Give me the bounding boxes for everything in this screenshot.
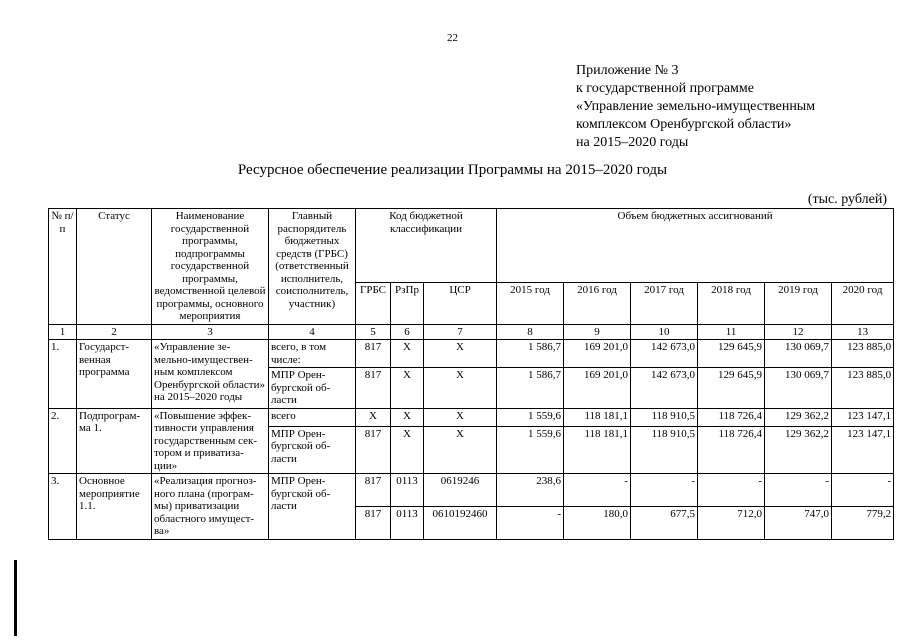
cell-value: 169 201,0 xyxy=(564,340,631,368)
column-index: 5 xyxy=(356,324,391,340)
row-name: «Повышение эффек-тивности управления государственным сек-тором и приватиза-ции» xyxy=(152,408,269,474)
budget-table xyxy=(48,208,894,540)
cell-value: 118 181,1 xyxy=(564,408,631,426)
row-name: «Управление зе-мельно-имуществен-ным комплексом Оренбургской области» на 2015–2020 годы xyxy=(152,340,269,409)
column-index: 4 xyxy=(269,324,356,340)
cell-value: 180,0 xyxy=(564,506,631,539)
header-year: 2015 год xyxy=(497,283,564,324)
cell-value: 118 910,5 xyxy=(631,408,698,426)
cell-code: 0619246 xyxy=(424,474,497,507)
row-grbs: МПР Орен-бургской об-ласти xyxy=(269,426,356,473)
cell-value: 129 362,2 xyxy=(765,408,832,426)
row-status: Основное мероприятие 1.1. xyxy=(77,474,152,540)
header-volume-group: Объем бюджетных ассигнований xyxy=(497,209,894,283)
cell-value: 118 910,5 xyxy=(631,426,698,473)
cell-code: Х xyxy=(424,368,497,409)
row-grbs: МПР Орен-бургской об-ласти xyxy=(269,474,356,540)
cell-code: Х xyxy=(424,426,497,473)
cell-code: 817 xyxy=(356,340,391,368)
header-year: 2017 год xyxy=(631,283,698,324)
table-row xyxy=(49,408,894,426)
cell-value: 123 885,0 xyxy=(832,368,894,409)
cell-value: 118 181,1 xyxy=(564,426,631,473)
column-index: 2 xyxy=(77,324,152,340)
cell-value: 123 147,1 xyxy=(832,408,894,426)
cell-value: 130 069,7 xyxy=(765,340,832,368)
cell-value: 1 559,6 xyxy=(497,408,564,426)
document-title: Ресурсное обеспечение реализации Программы на 2015–2020 годы xyxy=(237,162,668,178)
column-index: 9 xyxy=(564,324,631,340)
header-code-group: Код бюджетной классификации xyxy=(356,209,497,283)
header-row xyxy=(49,209,894,283)
page-number: 22 xyxy=(447,32,458,44)
cell-code: Х xyxy=(391,426,424,473)
cell-code: 817 xyxy=(356,474,391,507)
row-grbs: всего, в том числе: xyxy=(269,340,356,368)
cell-value: 118 726,4 xyxy=(698,426,765,473)
cell-value: 1 586,7 xyxy=(497,340,564,368)
header-name: Наименование государственной программы, подпрограммы государственной программы, ведомственной целевой программы, основного мероприятия xyxy=(152,209,269,325)
column-index: 11 xyxy=(698,324,765,340)
cell-code: 817 xyxy=(356,368,391,409)
appendix-line: комплексом Оренбургской области» xyxy=(576,117,792,132)
cell-value: - xyxy=(698,474,765,507)
column-index: 10 xyxy=(631,324,698,340)
cell-value: 129 362,2 xyxy=(765,426,832,473)
row-grbs: всего xyxy=(269,408,356,426)
column-index: 1 xyxy=(49,324,77,340)
appendix-line: Приложение № 3 xyxy=(576,63,679,78)
cell-value: 1 586,7 xyxy=(497,368,564,409)
table-row xyxy=(49,340,894,368)
cell-value: 130 069,7 xyxy=(765,368,832,409)
appendix-line: на 2015–2020 годы xyxy=(576,135,689,150)
header-year: 2020 год xyxy=(832,283,894,324)
cell-code: Х xyxy=(424,408,497,426)
cell-code: Х xyxy=(391,368,424,409)
header-code-grbs: ГРБС xyxy=(356,283,391,324)
cell-value: 677,5 xyxy=(631,506,698,539)
appendix-line: «Управление земельно-имущественным xyxy=(576,99,816,114)
row-num: 3. xyxy=(49,474,77,540)
cell-value: 142 673,0 xyxy=(631,368,698,409)
row-num: 2. xyxy=(49,408,77,474)
cell-value: 118 726,4 xyxy=(698,408,765,426)
row-status: Государст-венная программа xyxy=(77,340,152,409)
cell-code: Х xyxy=(391,340,424,368)
cell-value: - xyxy=(832,474,894,507)
cell-code: 0113 xyxy=(391,474,424,507)
appendix-line: к государственной программе xyxy=(576,81,754,96)
cell-value: 123 885,0 xyxy=(832,340,894,368)
cell-value: 129 645,9 xyxy=(698,340,765,368)
cell-code: 817 xyxy=(356,506,391,539)
cell-value: 1 559,6 xyxy=(497,426,564,473)
cell-code: 817 xyxy=(356,426,391,473)
cell-value: 123 147,1 xyxy=(832,426,894,473)
header-year: 2018 год xyxy=(698,283,765,324)
cell-value: - xyxy=(497,506,564,539)
column-index: 12 xyxy=(765,324,832,340)
cell-code: 0113 xyxy=(391,506,424,539)
column-index: 8 xyxy=(497,324,564,340)
cell-value: 779,2 xyxy=(832,506,894,539)
row-status: Подпрограм-ма 1. xyxy=(77,408,152,474)
header-year: 2016 год xyxy=(564,283,631,324)
column-index: 13 xyxy=(832,324,894,340)
table-row xyxy=(49,474,894,507)
cell-code: 0610192460 xyxy=(424,506,497,539)
column-index: 7 xyxy=(424,324,497,340)
column-index: 3 xyxy=(152,324,269,340)
cell-value: 129 645,9 xyxy=(698,368,765,409)
units-label: (тыс. рублей) xyxy=(807,192,887,207)
row-name: «Реализация прогноз-ного плана (програм-мы) приватизации областного имущест-ва» xyxy=(152,474,269,540)
header-code-rzpr: РзПр xyxy=(391,283,424,324)
header-status: Статус xyxy=(77,209,152,325)
cell-value: 712,0 xyxy=(698,506,765,539)
cell-value: 747,0 xyxy=(765,506,832,539)
row-grbs: МПР Орен-бургской об-ласти xyxy=(269,368,356,409)
header-num: № п/п xyxy=(49,209,77,325)
cell-code: Х xyxy=(424,340,497,368)
margin-rule xyxy=(14,560,17,636)
cell-code: Х xyxy=(391,408,424,426)
column-index: 6 xyxy=(391,324,424,340)
cell-value: 142 673,0 xyxy=(631,340,698,368)
header-code-csr: ЦСР xyxy=(424,283,497,324)
cell-code: Х xyxy=(356,408,391,426)
cell-value: 169 201,0 xyxy=(564,368,631,409)
header-grbs: Главный распорядитель бюджетных средств (ГРБС) (ответственный исполнитель, соисполнитель, участник) xyxy=(269,209,356,325)
cell-value: - xyxy=(564,474,631,507)
column-index-row xyxy=(49,324,894,340)
header-year: 2019 год xyxy=(765,283,832,324)
row-num: 1. xyxy=(49,340,77,409)
cell-value: - xyxy=(765,474,832,507)
appendix-block xyxy=(576,62,815,152)
cell-value: 238,6 xyxy=(497,474,564,507)
cell-value: - xyxy=(631,474,698,507)
